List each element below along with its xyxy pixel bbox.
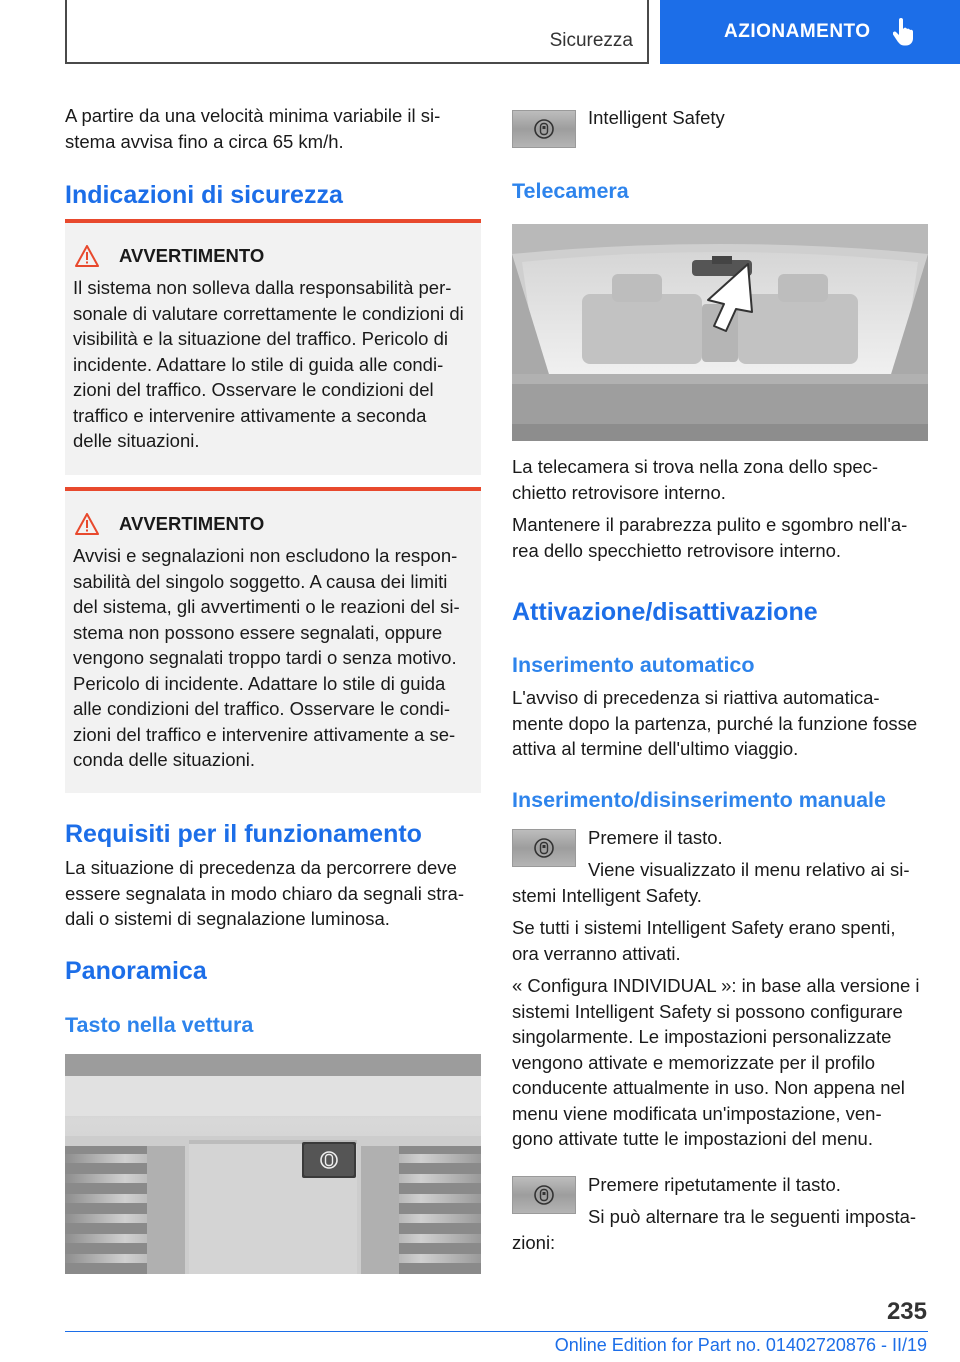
camera-photo (512, 224, 928, 441)
auto-line: L'avviso di precedenza si riattiva automatica- (512, 687, 880, 708)
warning-box-1 (65, 219, 481, 475)
key-label: Intelligent Safety (588, 107, 725, 128)
auto-line: mente dopo la partenza, purché la funzione fosse (512, 712, 918, 734)
warning-title-1: AVVERTIMENTO (73, 245, 473, 267)
requirements-line: essere segnalata in modo chiaro da segnali stra- (65, 882, 465, 904)
warning-1-line: incidente. Adattare lo stile di guida alle condi- (73, 353, 444, 375)
warning-1-line: zioni del traffico. Osservare le condizioni del (73, 379, 434, 400)
manual-step-2a: Viene visualizzato il menu relativo ai si- (588, 859, 910, 880)
auto-heading: Inserimento automatico (512, 653, 755, 677)
warning-2-line: vengono segnalati troppo tardi o senza motivo. (73, 647, 457, 668)
requirements-heading: Requisiti per il funzionamento (65, 820, 422, 848)
button-heading: Tasto nella vettura (65, 1013, 254, 1037)
warning-2-line: stema non possono essere segnalati, oppure (73, 621, 443, 643)
camera-text-1 (512, 454, 928, 505)
manual-step-1: Premere il tasto. (588, 827, 723, 848)
warning-text-1 (73, 275, 473, 454)
car-button-photo (65, 1054, 481, 1274)
section-title: Sicurezza (549, 30, 633, 51)
config-line: singolarmente. Le impostazioni personalizzate (512, 1026, 892, 1047)
safety-heading: Indicazioni di sicurezza (65, 181, 343, 209)
warning-triangle-icon (75, 245, 99, 267)
camera-heading: Telecamera (512, 179, 629, 203)
manual-3-line: Se tutti i sistemi Intelligent Safety erano spenti, (512, 917, 896, 938)
warning-box-2 (65, 487, 481, 793)
config-line: vengono attivate e memorizzate per il profilo (512, 1051, 875, 1073)
camera-2-line: rea dello specchietto retrovisore interno. (512, 539, 842, 561)
intelligent-safety-key-image (512, 1176, 576, 1214)
warning-2-line: del sistema, gli avvertimenti o le reazioni del si- (73, 596, 460, 617)
intelligent-safety-key-image (512, 110, 576, 148)
chapter-title: AZIONAMENTO (724, 21, 871, 42)
warning-2-line: sabilità del singolo soggetto. A causa dei limiti (73, 570, 448, 592)
config-line: menu viene modificata un'impostazione, ven- (512, 1102, 882, 1124)
warning-2-line: Pericolo di incidente. Adattare lo stile di guida (73, 672, 446, 694)
warning-1-line: sonale di valutare correttamente le condizioni di (73, 302, 464, 324)
requirements-text (65, 855, 481, 932)
intro-paragraph (65, 103, 481, 154)
warning-title-2: AVVERTIMENTO (73, 513, 473, 535)
footer-divider (65, 1331, 928, 1332)
repeat-step-2b: zioni: (512, 1232, 556, 1253)
repeat-step-2a: Si può alternare tra le seguenti imposta- (588, 1206, 917, 1227)
edition-text: Online Edition for Part no. 01402720876 - II/19 (554, 1335, 927, 1355)
warning-1-line: delle situazioni. (73, 430, 200, 451)
manual-heading: Inserimento/disinserimento manuale (512, 788, 886, 812)
requirements-line: La situazione di precedenza da percorrere deve (65, 857, 457, 878)
intelligent-safety-key-image (512, 829, 576, 867)
config-line: sistemi Intelligent Safety si possono configurare (512, 1000, 903, 1022)
warning-2-line: Avvisi e segnalazioni non escludono la respon- (73, 545, 458, 566)
warning-2-line: conda delle situazioni. (73, 749, 256, 770)
intelligent-safety-icon (533, 1184, 555, 1206)
manual-step-2b: stemi Intelligent Safety. (512, 885, 702, 906)
warning-1-line: visibilità e la situazione del traffico. Pericolo di (73, 328, 448, 349)
warning-1-line: traffico e intervenire attivamente a seconda (73, 404, 427, 426)
intro-text: A partire da una velocità minima variabile il si-stema avvisa fino a circa 65 km/h. (65, 105, 441, 152)
warning-triangle-icon (75, 513, 99, 535)
auto-text (512, 685, 932, 762)
intelligent-safety-icon (533, 118, 555, 140)
config-line: conducente attualmente in uso. Non appena nel (512, 1077, 905, 1098)
warning-2-line: zioni del traffico e intervenire attivamente a se- (73, 723, 456, 745)
config-text (512, 973, 932, 1152)
pointing-hand-icon (893, 18, 917, 46)
config-line: gono attivate tutte le impostazioni del menu. (512, 1128, 873, 1149)
chapter-tab (660, 0, 960, 64)
warning-2-line: alle condizioni del traffico. Osservare le condi- (73, 698, 451, 719)
warning-text-2 (73, 543, 473, 773)
camera-text-2 (512, 512, 928, 563)
camera-1-line: La telecamera si trova nella zona dello spec- (512, 456, 879, 477)
activation-heading: Attivazione/disattivazione (512, 598, 818, 626)
camera-2-line: Mantenere il parabrezza pulito e sgombro nell'a- (512, 514, 908, 535)
config-line: « Configura INDIVIDUAL »: in base alla versione i (512, 975, 920, 996)
overview-heading: Panoramica (65, 957, 207, 985)
requirements-line: dali o sistemi di segnalazione luminosa. (65, 908, 390, 929)
auto-line: attiva al termine dell'ultimo viaggio. (512, 738, 799, 759)
manual-3-line: ora verranno attivati. (512, 942, 681, 964)
intelligent-safety-icon (533, 837, 555, 859)
camera-1-line: chietto retrovisore interno. (512, 481, 726, 503)
warning-1-line: Il sistema non solleva dalla responsabilità per- (73, 277, 452, 298)
page-number: 235 (886, 1298, 927, 1325)
repeat-step-1: Premere ripetutamente il tasto. (588, 1174, 841, 1195)
header-left-frame (65, 0, 649, 64)
manual-text-3 (512, 915, 928, 966)
